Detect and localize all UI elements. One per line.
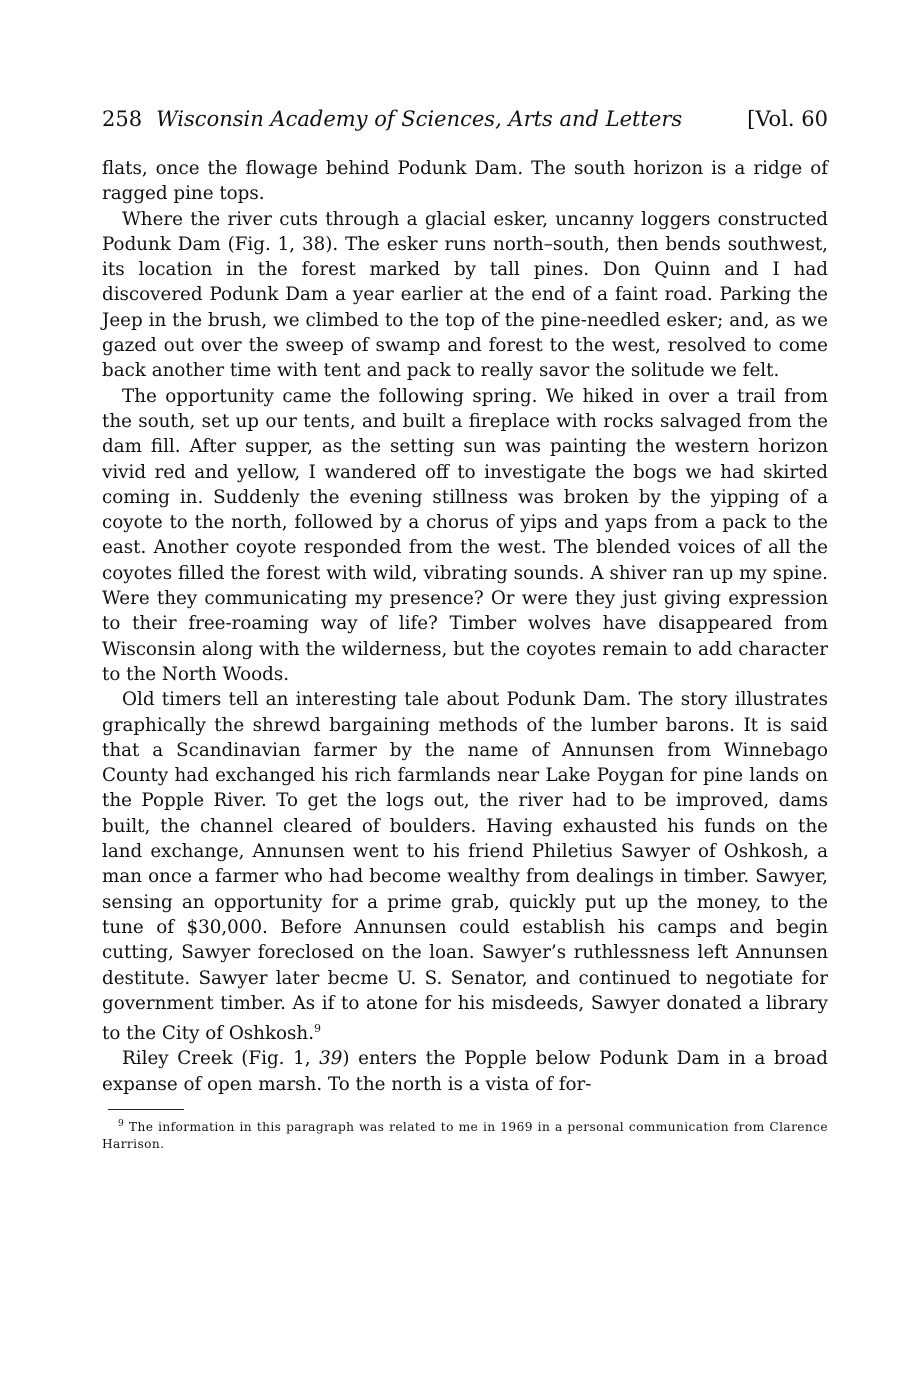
paragraph-4-text: Old timers tell an interesting tale about Podunk Dam. The story illustrates graphically the shrewd bargaining methods of the lumber barons. It is said that a Scandinavian farmer by the name of Annunsen from Winnebago County had exchanged his rich farmlands near Lake Poygan for pine lands on the Popple River. To get the logs out, the river had to be improved, dams built, the channel cleared of boulders. Having exhausted his funds on the land exchange, Annunsen went to his friend Philetius Sawyer of Oshkosh, a man once a farmer who had become wealthy from dealings in timber. Sawyer, sensing an opportunity for a prime grab, quickly put up the money, to the tune of $30,000. Before Annunsen could establish his camps and begin cutting, Sawyer foreclosed on the loan. Sawyer’s ruthlessness left Annunsen destitute. Sawyer later becme U. S. Senator, and continued to negotiate for government timber. As if to atone for his misdeeds, Sawyer donated a library to the City of Oshkosh. <box>102 689 828 1045</box>
journal-title: Wisconsin Academy of Sciences, Arts and Letters <box>156 107 683 131</box>
paragraph-4 <box>102 687 828 1046</box>
volume-label: [Vol. 60 <box>747 107 828 131</box>
paragraph-5 <box>102 1046 828 1097</box>
document-page <box>102 104 828 1153</box>
paragraph-5-start: Riley Creek (Fig. 1, <box>122 1048 320 1070</box>
footnote-divider <box>108 1109 184 1110</box>
figure-reference: 39 <box>319 1048 343 1070</box>
footnote-reference: 9 <box>314 1022 322 1036</box>
paragraph-5-end: ) enters the Popple below Podunk Dam in a broad expanse of open marsh. To the north is a vista of for- <box>102 1048 828 1095</box>
paragraph-3: The opportunity came the following spring. We hiked in over a trail from the south, set up our tents, and built a fireplace with rocks salvaged from the dam fill. After supper, as the setting sun was painting the western horizon vivid red and yellow, I wandered off to investigate the bogs we had skirted coming in. Suddenly the evening stillness was broken by the yipping of a coyote to the north, followed by a chorus of yips and yaps from a pack to the east. Another coyote responded from the west. The blended voices of all the coyotes filled the forest with wild, vibrating sounds. A shiver ran up my spine. Were they communicating my presence? Or were they just giving expression to their free-roaming way of life? Timber wolves have disappeared from Wisconsin along with the wilderness, but the coyotes remain to add character to the North Woods. <box>102 385 828 685</box>
paragraph-2: Where the river cuts through a glacial esker, uncanny loggers constructed Podunk Dam (Fig. 1, 38). The esker runs north–south, then bends southwest, its location in the forest marked by tall pines. Don Quinn and I had discovered Podunk Dam a year earlier at the end of a faint road. Parking the Jeep in the brush, we climbed to the top of the pine-needled esker; and, as we gazed out over the sweep of swamp and forest to the west, resolved to come back another time with tent and pack to really savor the solitude we felt. <box>102 208 828 382</box>
footnote-marker: 9 <box>118 1119 125 1130</box>
running-head <box>102 104 828 134</box>
paragraph-1: flats, once the flowage behind Podunk Dam. The south horizon is a ridge of ragged pine tops. <box>102 158 828 205</box>
footnote-text: The information in this paragraph was related to me in 1969 in a personal communication from Clarence Harrison. <box>102 1120 828 1152</box>
page-number: 258 <box>102 107 143 131</box>
footnote <box>102 1116 828 1153</box>
